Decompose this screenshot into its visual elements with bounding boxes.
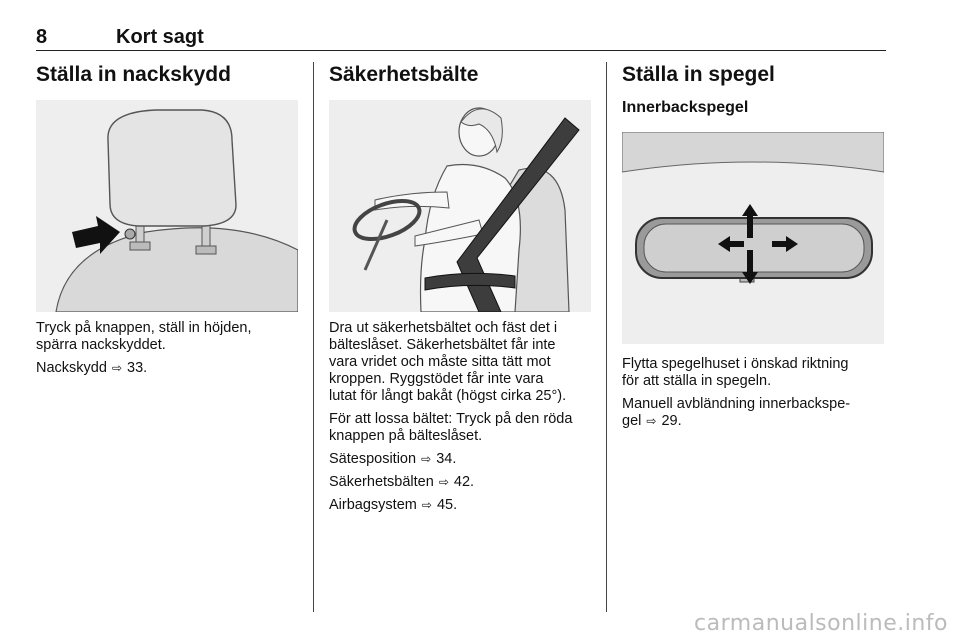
ref-label: Sätesposition: [329, 451, 417, 467]
arrow-right-icon: ⇨: [111, 361, 123, 375]
seatbelt-drawing: [329, 100, 591, 312]
cross-reference[interactable]: [329, 497, 572, 514]
section-title-seatbelt: Säkerhetsbälte: [329, 63, 479, 86]
cross-reference[interactable]: [329, 451, 572, 468]
ref-page: 45.: [436, 497, 458, 513]
section-seatbelt: [329, 62, 478, 88]
column-divider-1: [313, 62, 314, 612]
text-line: Flytta spegelhuset i önskad riktning: [622, 356, 849, 372]
section-headrest: [36, 62, 231, 88]
header-divider: [36, 50, 886, 51]
text-line: Tryck på knappen, ställ in höjden,: [36, 320, 252, 336]
cross-reference[interactable]: [36, 360, 251, 377]
text-line: lutat för långt bakåt (högst cirka 25°).: [329, 388, 567, 404]
ref-page: 42.: [453, 474, 475, 490]
cross-reference[interactable]: [622, 396, 850, 430]
text-line: Dra ut säkerhetsbältet och fäst det i: [329, 320, 558, 336]
headrest-drawing: [36, 100, 298, 312]
arrow-right-icon: ⇨: [646, 414, 657, 428]
seatbelt-illustration: [329, 100, 591, 312]
ref-label: gel: [622, 413, 642, 429]
ref-label: Säkerhetsbälten: [329, 474, 434, 490]
text-line: För att lossa bältet: Tryck på den röda: [329, 411, 573, 427]
ref-page: 34.: [436, 451, 457, 467]
arrow-right-icon: ⇨: [421, 498, 432, 512]
arrow-right-icon: ⇨: [438, 475, 449, 489]
arrow-right-icon: ⇨: [421, 452, 432, 466]
text-line: vara vridet och måste sitta tätt mot: [329, 354, 551, 370]
chapter-title: Kort sagt: [116, 26, 204, 48]
text-line: knappen på bälteslåset.: [329, 428, 483, 444]
ref-label: Nackskydd: [36, 360, 107, 376]
watermark: carmanualsonline.info: [694, 611, 948, 636]
headrest-text: [36, 320, 251, 383]
text-line: spärra nackskyddet.: [36, 337, 166, 353]
mirror-illustration: [622, 132, 884, 344]
mirror-drawing: [622, 132, 884, 344]
column-divider-2: [606, 62, 607, 612]
cross-reference[interactable]: [329, 474, 572, 491]
ref-page: 29.: [661, 413, 682, 429]
section-subtitle-mirror: Innerbackspegel: [622, 99, 749, 116]
ref-label: Airbagsystem: [329, 497, 417, 513]
text-line: kroppen. Ryggstödet får inte vara: [329, 371, 544, 387]
seatbelt-text: [329, 320, 572, 520]
text-line: Manuell avbländning innerbackspe-: [622, 396, 851, 412]
headrest-illustration: [36, 100, 298, 312]
text-line: för att ställa in spegeln.: [622, 373, 772, 389]
ref-page: 33.: [127, 360, 148, 376]
section-title-mirror: Ställa in spegel: [622, 63, 775, 86]
section-mirror: [622, 62, 775, 118]
section-title-headrest: Ställa in nackskydd: [36, 63, 231, 86]
text-line: bälteslåset. Säkerhetsbältet får inte: [329, 337, 556, 353]
page-header: [36, 26, 886, 48]
page-number: 8: [36, 26, 48, 48]
mirror-text: [622, 356, 850, 436]
